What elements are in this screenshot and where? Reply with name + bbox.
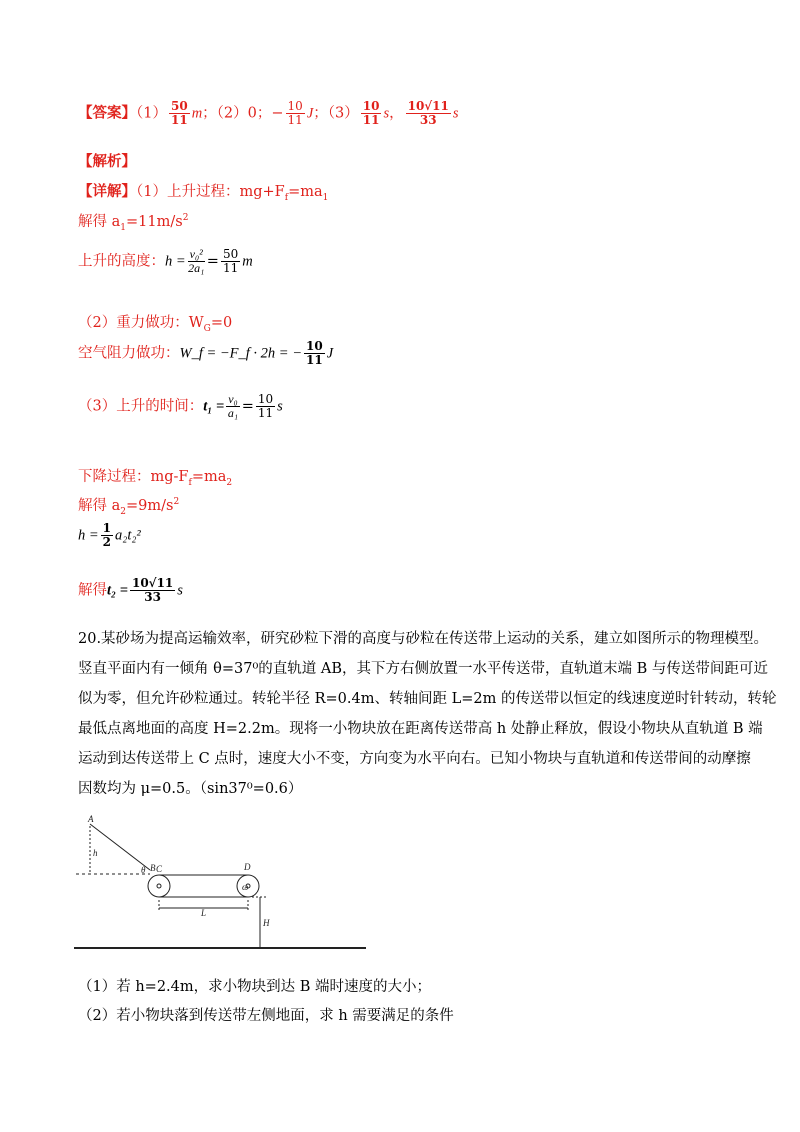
sub-question-2: （2）若小物块落到传送带左侧地面，求 h 需要满足的条件 [78,1008,454,1024]
analysis-tag: 【解析】 [78,153,136,170]
sub-question-1: （1）若 h=2.4m，求小物块到达 B 端时速度的大小； [78,979,432,995]
conveyor-diagram [70,812,370,954]
left-pulley [148,875,170,897]
label-l: L [201,908,207,918]
question-line: 最低点离地面的高度 H=2.2m。现将一小物块放在距离传送带高 h 处静止释放，假设小物块从直轨道 B 端 [78,721,763,737]
label-d: D [244,862,251,872]
answer-fraction-1: $\frac{50}{11}$ [170,99,188,128]
question-line: 运动到达传送带上 C 点时，速度大小不变，方向变为水平向右。已知小物块与直轨道和传送带间的动摩擦 [78,751,751,767]
label-a: A [88,814,94,824]
descent-height-equation: h = $\frac{1}{2}$ a₂t₂² [78,521,141,550]
question-line: 竖直平面内有一倾角 θ=37⁰的直轨道 AB，其下方右侧放置一水平传送带，直轨道末端 B 与传送带间距可近 [78,661,768,677]
label-h: h [93,848,98,858]
height-equation: 上升的高度：h = $\frac{\text{v₀²}}{\text{2a₁}}$ = $\frac{50}{11}$ m [78,247,253,276]
rise-time: （3）上升的时间：t₁ = $\frac{\text{v₀}}{\text{a₁}}$ = $\frac{10}{11}$ s [78,392,283,421]
fall-time: 解得t₂ = $\frac{10√11}{33}$ s [78,576,183,605]
label-c: C [156,864,163,874]
label-big-h: H [263,918,270,928]
descent-process: 下降过程：$mg-F_f=ma_2$ [78,469,233,488]
question-20 [78,624,776,804]
incline-track-ab [90,824,150,870]
air-resistance-work: 空气阻力做功：W_f = −F_f · 2h = − $\frac{10}{11}$ J [78,339,334,368]
a1-result: 解得 $a_1=11m/s^2$ [78,213,189,233]
label-b: B [150,863,156,873]
gravity-work: （2）重力做功：$W_G=0$ [78,315,233,334]
detail-line-1: 【详解】（1）上升过程：$mg+F_f=ma_1$ [78,183,329,203]
label-theta: θ [141,865,146,875]
a2-result: 解得 $a_2=9m/s^2$ [78,497,180,517]
detail-tag: 【详解】 [78,183,136,200]
label-omega: ω [242,882,249,892]
answer-fraction-2: $\frac{10}{11}$ [287,99,303,128]
question-line: 似为零，但允许砂粒通过。转轮半径 R=0.4m、转轴间距 L=2m 的传送带以恒定的线速度逆时针转动，转轮 [78,691,777,707]
answer-fraction-3: $\frac{10}{11}$ [362,99,380,128]
answer-line: 【答案】（1） $\frac{50}{11}$ m；（2）0；− $\frac{10}{11}$ J；（3） $\frac{10}{11}$ s， $\frac{10√11}{33}$ s [78,99,459,128]
answer-tag: 【答案】 [78,104,136,122]
answer-fraction-4: $\frac{10√11}{33}$ [407,99,449,128]
question-line: 因数均为 μ=0.5。（sin37⁰=0.6） [78,781,303,797]
question-line: 20.某砂场为提高运输效率，研究砂粒下滑的高度与砂粒在传送带上运动的关系，建立如图所示的物理模型。 [78,631,769,647]
